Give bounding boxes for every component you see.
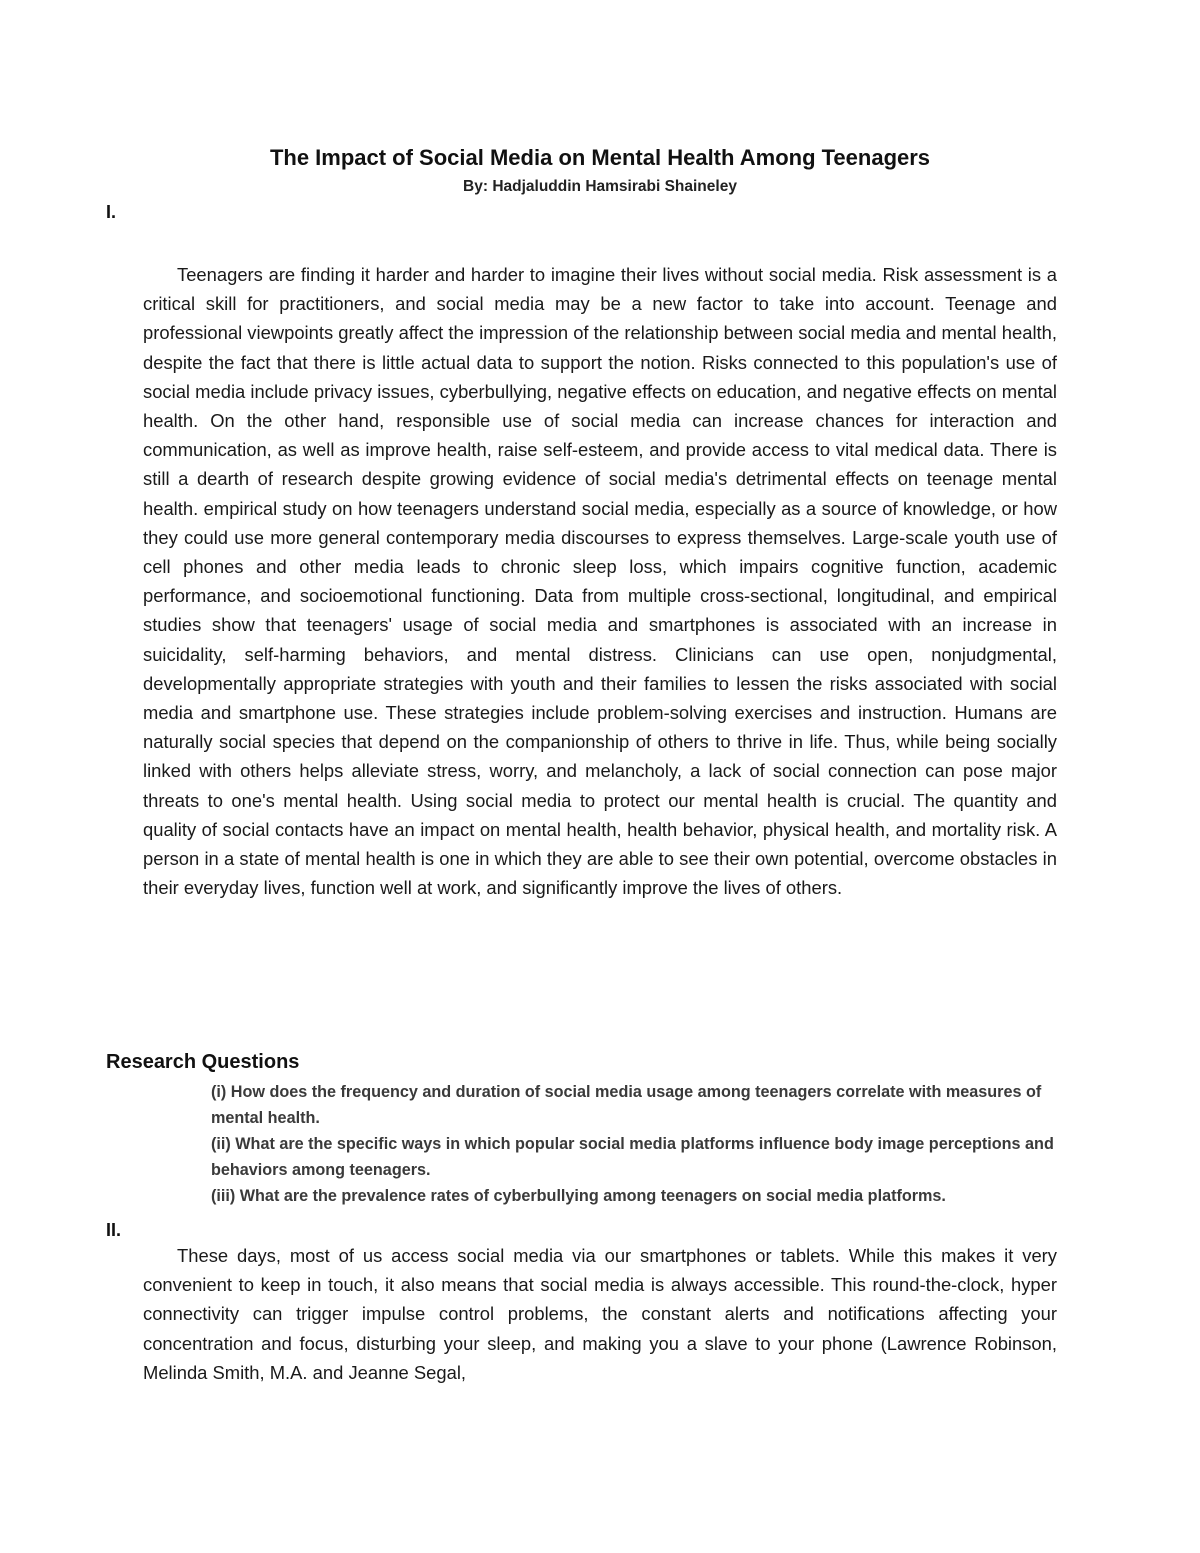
section-1-body <box>143 260 1057 902</box>
section-number-2: II. <box>106 1220 122 1240</box>
research-question-item: (iii) What are the prevalence rates of cyberbullying among teenagers on social media platforms. <box>211 1187 946 1205</box>
section-number-1: I. <box>106 202 117 222</box>
section-2-paragraph: These days, most of us access social media via our smartphones or tablets. While this makes it very convenient to keep in touch, it also means that social media is always accessible. This round-the-clock, hyper connectivity can trigger impulse control problems, the constant alerts and notifications affecting your concentration and focus, disturbing your sleep, and making you a slave to your phone (Lawrence Robinson, Melinda Smith, M.A. and Jeanne Segal, <box>143 1245 1057 1383</box>
research-question-item: (i) How does the frequency and duration of social media usage among teenagers correlate with measures of mental health. <box>211 1083 1042 1127</box>
research-questions-list <box>211 1079 1071 1209</box>
document-byline: By: Hadjaluddin Hamsirabi Shaineley <box>463 178 737 195</box>
section-2-body <box>143 1241 1057 1387</box>
section-1-paragraph: Teenagers are finding it harder and harder to imagine their lives without social media. Risk assessment is a critical skill for practitioners, and social media may be a new factor to take into account. Teenage and professional viewpoints greatly affect the impression of the relationship between social media and mental health, despite the fact that there is little actual data to support the notion. Risks connected to this population's use of social media include privacy issues, cyberbullying, negative effects on education, and negative effects on mental health. On the other hand, responsible use of social media can increase chances for interaction and communication, as well as improve health, raise self-esteem, and provide access to vital medical data. There is still a dearth of research despite growing evidence of social media's detrimental effects on teenage mental health. empirical study on how teenagers understand social media, especially as a source of knowledge, or how they could use more general contemporary media discourses to express themselves. Large-scale youth use of cell phones and other media leads to chronic sleep loss, which impairs cognitive function, academic performance, and socioemotional functioning. Data from multiple cross-sectional, longitudinal, and empirical studies show that teenagers' usage of social media and smartphones is associated with an increase in suicidality, self-harming behaviors, and mental distress. Clinicians can use open, nonjudgmental, developmentally appropriate strategies with youth and their families to lessen the risks associated with social media and smartphone use. These strategies include problem-solving exercises and instruction. Humans are naturally social species that depend on the companionship of others to thrive in life. Thus, while being socially linked with others helps alleviate stress, worry, and melancholy, a lack of social connection can pose major threats to one's mental health. Using social media to protect our mental health is crucial. The quantity and quality of social contacts have an impact on mental health, health behavior, physical health, and mortality risk. A person in a state of mental health is one in which they are able to see their own potential, overcome obstacles in their everyday lives, function well at work, and significantly improve the lives of others. <box>143 264 1057 899</box>
research-questions-heading: Research Questions <box>106 1051 300 1073</box>
document-title: The Impact of Social Media on Mental Health Among Teenagers <box>269 145 931 170</box>
research-question-item: (ii) What are the specific ways in which popular social media platforms influence body image perceptions and behaviors among teenagers. <box>211 1135 1054 1179</box>
